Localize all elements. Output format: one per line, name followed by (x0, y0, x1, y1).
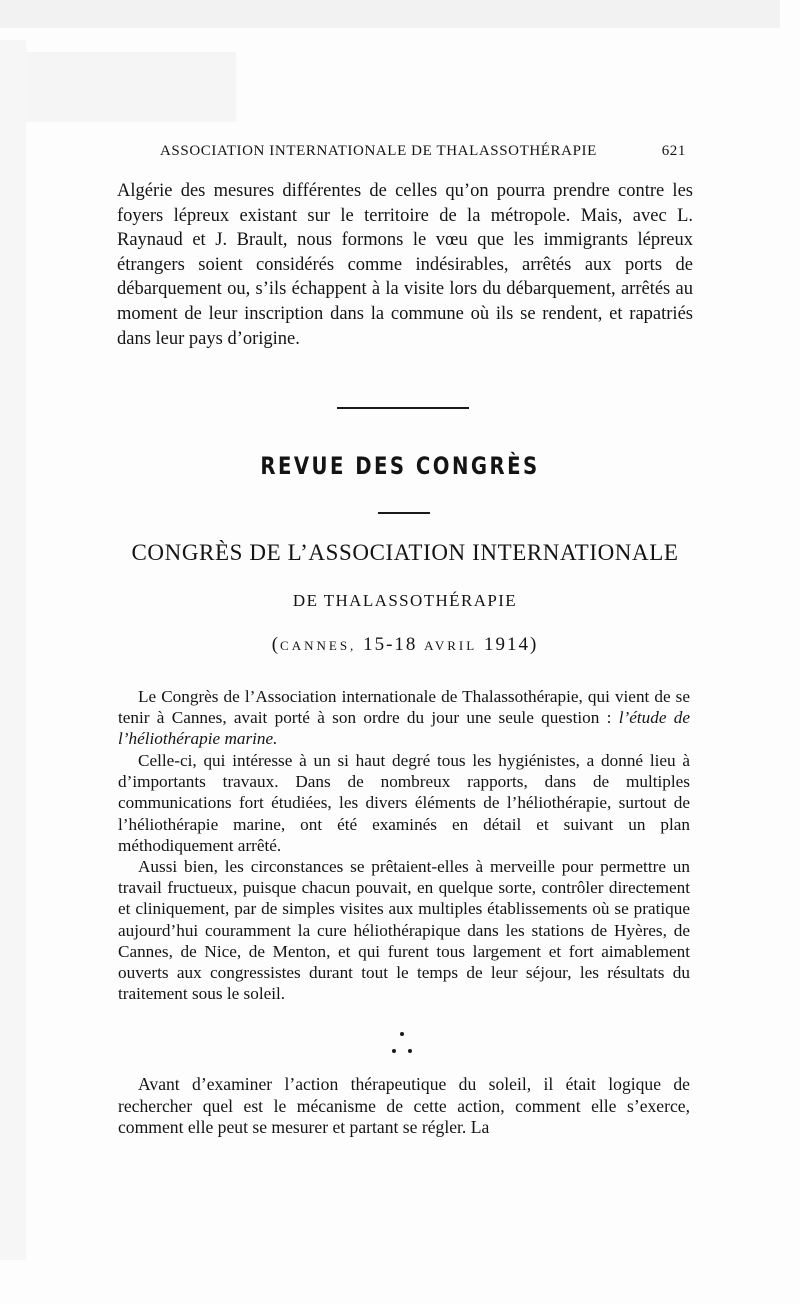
paragraph-3-text: Aussi bien, les circonstances se prêtaient-elles à merveille pour permettre un travail fructueux, puisque chacun pouvait, en quelque sorte, contrôler directement et cliniquement, par de simples visites aux multiples établissements où se pratique aujourd’hui couramment la cure héliothérapique dans les stations de Hyères, de Cannes, de Nice, de Menton, et qui furent tous largement et fort aimablement ouverts aux congressistes durant tout le temps de leur séjour, les résultats du traitement sous le soleil. (118, 857, 690, 1004)
date-open-paren: ( (271, 634, 281, 655)
asterism-ornament (387, 1030, 417, 1058)
paragraph-1-text: Le Congrès de l’Association internationale de Thalassothérapie, qui vient de se tenir à Cannes, avait porté à son ordre du jour une seule question : (118, 687, 690, 728)
date-close-paren: ) (529, 634, 539, 655)
section-title: REVUE DES CONGRÈS (260, 452, 540, 480)
paragraph-3 (118, 856, 690, 1004)
paragraph-4 (118, 1074, 690, 1139)
scan-shadow-top (0, 0, 780, 28)
paragraph-2 (118, 750, 690, 856)
congress-subtitle: DE THALASSOTHÉRAPIE (292, 591, 518, 610)
date-place: CANNES, (280, 638, 357, 653)
congress-date (0, 634, 800, 656)
lead-paragraph: Algérie des mesures différentes de celles qu’on pourra prendre contre les foyers lépreux existant sur le territoire de la métropole. Mais, avec L. Raynaud et J. Brault, nous formons le vœu que les immigrants lépreux étrangers soient considérés comme indésirables, arrêtés aux ports de débarquement ou, s’ils échappent à la visite lors du débarquement, arrêtés au moment de leur inscription dans la commune où ils se rendent, et rapatriés dans leur pays d’origine. (117, 181, 693, 349)
paragraph-4-text: Avant d’examiner l’action thérapeutique du soleil, il était logique de rechercher quel est le mécanisme de cette action, comment elle s’exerce, comment elle peut se mesurer et partant se régler. La (118, 1074, 690, 1138)
date-year: 1914 (477, 634, 530, 655)
date-month: AVRIL (424, 638, 478, 653)
congress-title: CONGRÈS DE L’ASSOCIATION INTERNATIONALE (131, 540, 679, 565)
separator-rule-long (337, 407, 469, 409)
running-header (160, 143, 686, 160)
paragraph-1 (118, 686, 690, 750)
paragraph-2-text: Celle-ci, qui intéresse à un si haut degré tous les hygiénistes, a donné lieu à d’importants travaux. Dans de nombreux rapports, dans de multiples communications fort étudiées, les divers éléments de l’héliothérapie, surtout de l’héliothérapie marine, ont été examinés en détail et suivant un plan méthodiquement arrêté. (118, 751, 690, 855)
running-title: ASSOCIATION INTERNATIONALE DE THALASSOTHÉRAPIE (160, 143, 597, 159)
date-days: 15-18 (356, 634, 425, 655)
scan-shadow-block (26, 52, 236, 122)
separator-rule-short (378, 512, 430, 514)
page-number: 621 (661, 143, 686, 159)
paragraph-1-italic: l’étude de l’héliothérapie marine. (118, 708, 690, 749)
